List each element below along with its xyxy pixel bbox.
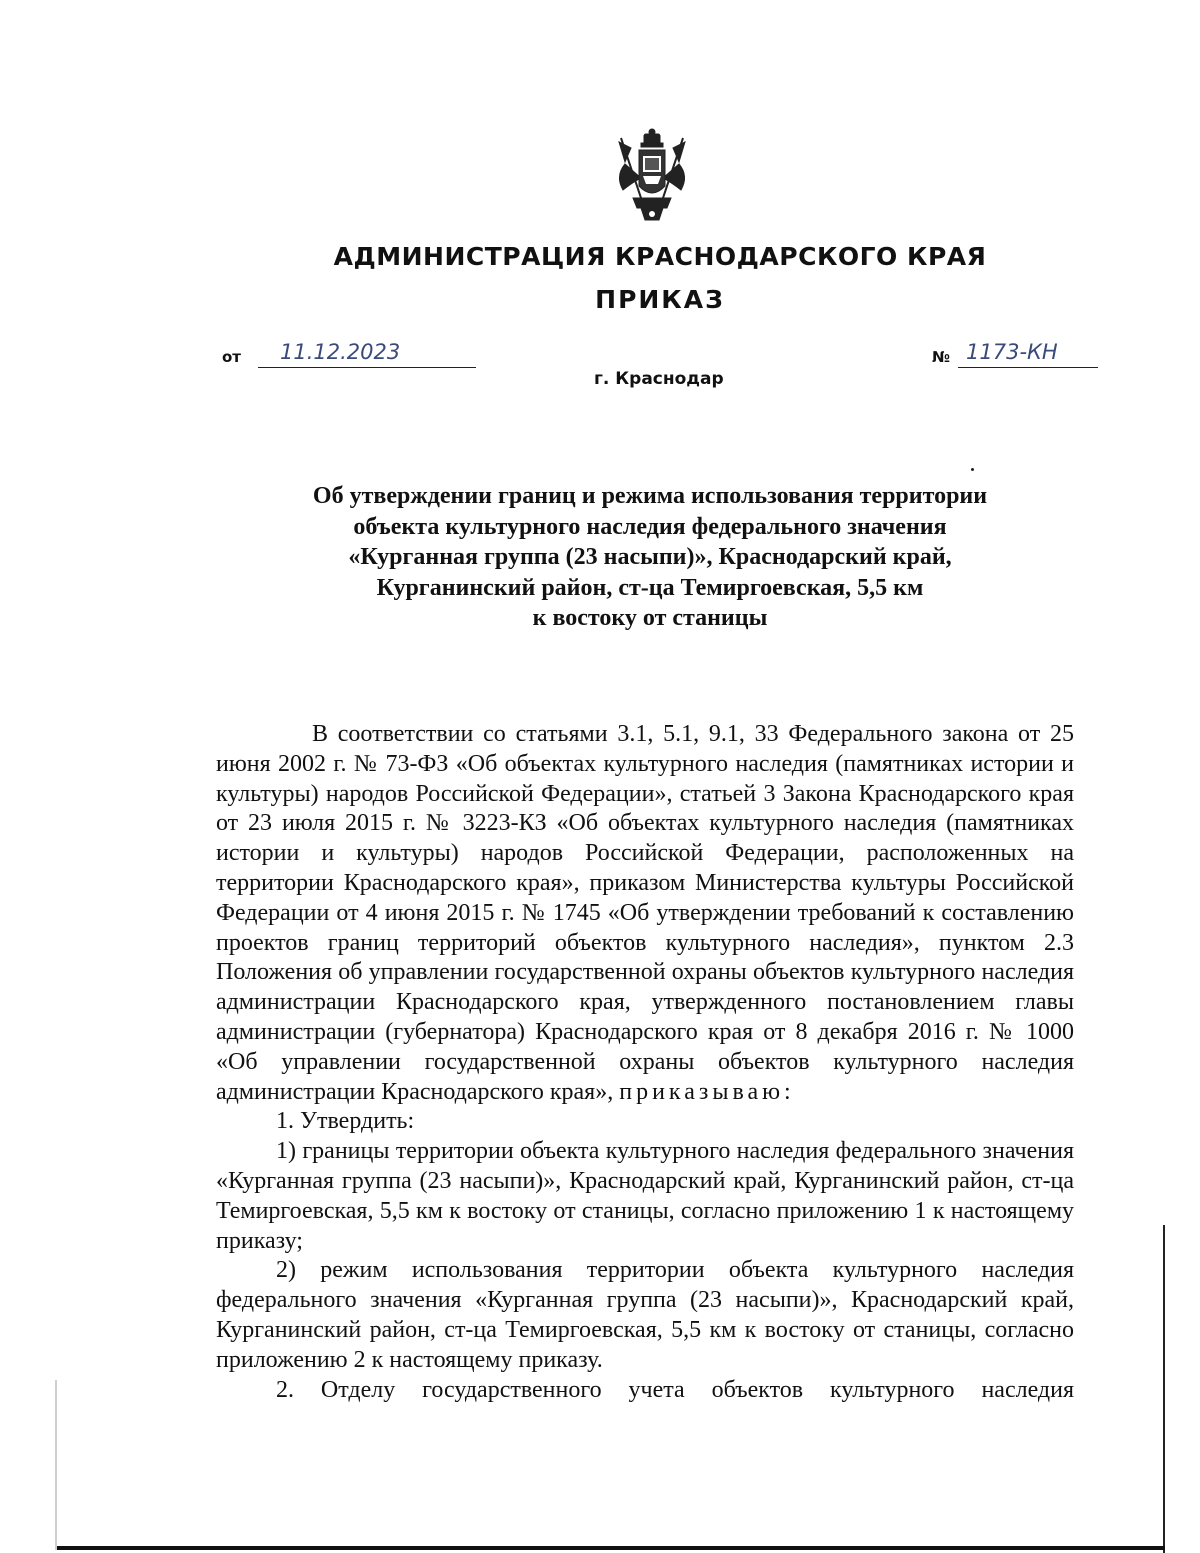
number-label: № [932, 348, 951, 366]
title-line: объекта культурного наследия федерального значения [353, 513, 947, 540]
scan-speck [971, 468, 974, 471]
title-line: к востоку от станицы [532, 605, 768, 631]
item-1-2: 2) режим использования территории объекта культурного наследия федерального значения «Курганная группа (23 насыпи)», Краснодарский край, Курганинский район, ст-ца Темиргоевская, 5,5 км к востоку от станицы, согласно приложению 2 к настоящему приказу. [216, 1257, 1074, 1373]
date-field [222, 340, 482, 374]
document-title [240, 481, 1060, 634]
scan-edge-left [55, 1380, 57, 1550]
document-body [216, 720, 1074, 1405]
krasnodar-krai-coat-of-arms-icon [611, 128, 693, 224]
item-1: 1. Утвердить: [276, 1108, 415, 1135]
title-line: «Курганная группа (23 насыпи)», Краснодарский край, [348, 544, 952, 570]
order-word: приказываю: [619, 1078, 795, 1105]
date-handwritten-value: 11.12.2023 [258, 340, 476, 368]
number-field [932, 340, 1102, 374]
preamble-paragraph [216, 720, 1074, 1107]
date-label: от [222, 348, 241, 366]
preamble-text: В соответствии со статьями 3.1, 5.1, 9.1, 33 Федерального закона от 25 июня 2002 г. № 73-ФЗ «Об объектах культурного наследия (памятниках истории и культуры) народов Российской Федерации», статьей 3 Закона Краснодарского края от 23 июля 2015 г. № 3223-КЗ «Об объектах культурного наследия (памятниках истории и культуры) народов Российской Федерации, расположенных на территории Краснодарского края», приказом Министерства культуры Российской Федерации от 4 июня 2015 г. № 1745 «Об утверждении требований к составлению проектов границ территорий объектов культурного наследия», пунктом 2.3 Положения об управлении государственной охраны объектов культурного наследия администрации Краснодарского края, утвержденного постановлением главы администрации (губернатора) Краснодарского края от 8 декабря 2016 г. № 1000 «Об управлении государственной охраны объектов культурного наследия администрации Краснодарского края», [216, 721, 1074, 1105]
title-line: Курганинский район, ст-ца Темиргоевская, 5,5 км [376, 574, 924, 601]
title-line: Об утверждении границ и режима использования территории [312, 483, 988, 509]
organization-name: АДМИНИСТРАЦИЯ КРАСНОДАРСКОГО КРАЯ [333, 242, 987, 271]
number-handwritten-value: 1173-КН [958, 340, 1098, 368]
scan-edge-right [1163, 1225, 1165, 1553]
document-type: ПРИКАЗ [595, 285, 725, 314]
item-2: 2. Отделу государственного учета объектов культурного наследия [276, 1376, 1074, 1403]
scan-edge-bottom [55, 1546, 1165, 1550]
item-1-1: 1) границы территории объекта культурного наследия федерального значения «Курганная группа (23 насыпи)», Краснодарский край, Курганинский район, ст-ца Темиргоевская, 5,5 км к востоку от станицы, согласно приложению 1 к настоящему приказу; [216, 1138, 1074, 1254]
city-name: г. Краснодар [594, 369, 724, 389]
